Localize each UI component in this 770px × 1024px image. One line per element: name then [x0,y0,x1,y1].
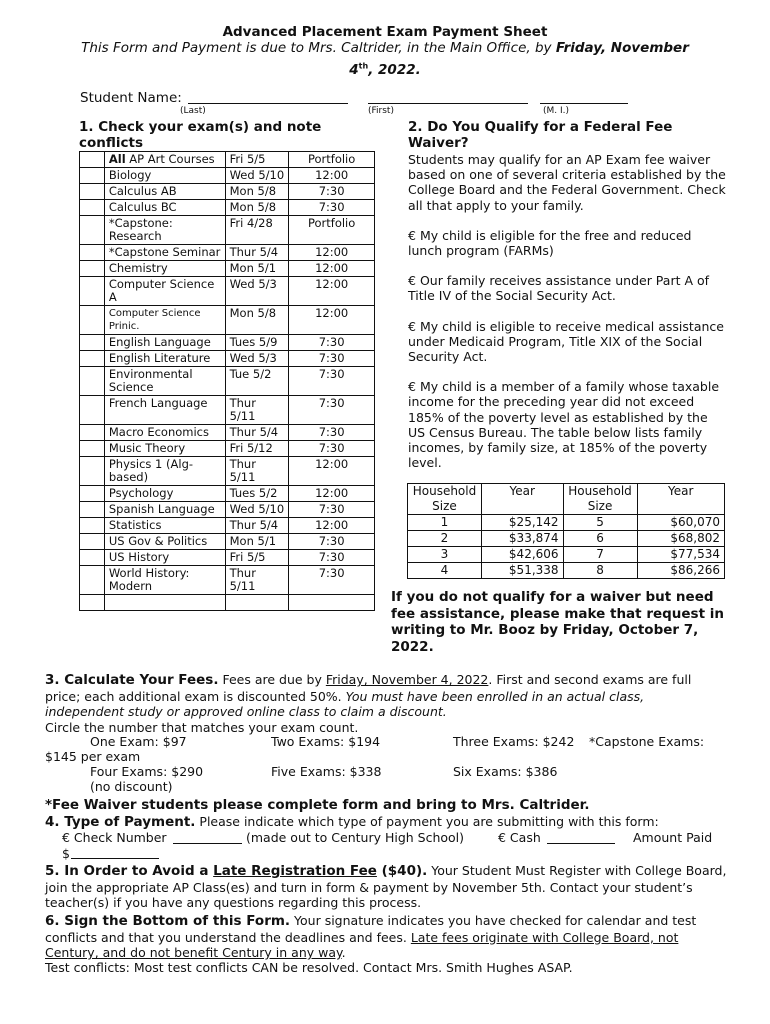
subtitle: This Form and Payment is due to Mrs. Caltrider, in the Main Office, by Friday, November 4th, 2022. [81,40,689,78]
exam-check-cell[interactable] [80,351,105,367]
amount-paid-line[interactable] [71,858,159,859]
exam-name: Environmental Science [104,367,225,396]
exam-name: US History [104,550,225,566]
exam-name: English Language [104,335,225,351]
exam-check-cell[interactable] [80,306,105,335]
exam-time: 12:00 [289,486,375,502]
table-row [80,550,375,566]
exam-check-cell[interactable] [80,216,105,245]
table-row [80,595,375,611]
cash-option[interactable]: € Cash [498,830,541,845]
exam-name: Chemistry [104,261,225,277]
col-header: Household Size [408,484,482,515]
mi-line[interactable] [540,103,628,104]
table-row [80,335,375,351]
table-row [80,184,375,200]
table-row [80,502,375,518]
exam-time: 12:00 [289,277,375,306]
exam-check-cell[interactable] [80,261,105,277]
exam-time: 12:00 [289,306,375,335]
exam-date: Thur 5/11 [225,457,289,486]
waiver-intro: Students may qualify for an AP Exam fee waiver based on one of several criteria established by the College Board and the Federal Government. Check all that apply to your family. [408,152,726,213]
exam-time: 7:30 [289,534,375,550]
checkbox-icon[interactable]: € [408,227,416,243]
table-row [80,534,375,550]
exam-name: Calculus BC [104,200,225,216]
section2-heading: 2. Do You Qualify for a Federal Fee Waiver? [408,119,673,151]
waiver-option[interactable]: € My child is eligible for the free and reduced lunch program (FARMs) [408,227,692,259]
exam-time: 7:30 [289,351,375,367]
exam-name: All AP Art Courses [104,152,225,168]
exam-date: Wed 5/10 [225,168,289,184]
exam-name: *Capstone Seminar [104,245,225,261]
check-option[interactable]: € Check Number [62,830,167,845]
exam-time: 7:30 [289,396,375,425]
exam-date: Mon 5/8 [225,184,289,200]
section6-heading: 6. Sign the Bottom of this Form. [45,913,291,929]
page-title: Advanced Placement Exam Payment Sheet [222,24,548,40]
poverty-table [407,483,725,579]
col-header: Year [481,484,563,515]
table-row [80,457,375,486]
exam-check-cell[interactable] [80,566,105,595]
checkbox-icon[interactable]: € [408,318,416,334]
exam-name: World History: Modern [104,566,225,595]
exam-check-cell[interactable] [80,335,105,351]
table-row [80,168,375,184]
exam-date: Mon 5/1 [225,534,289,550]
section4-heading: 4. Type of Payment. [45,814,196,830]
exam-time: Portfolio [289,152,375,168]
exam-check-cell[interactable] [80,152,105,168]
exam-check-cell[interactable] [80,534,105,550]
first-label: (First) [368,106,394,116]
exam-check-cell[interactable] [80,502,105,518]
checkbox-icon[interactable]: € [408,379,416,395]
exam-date: Thur 5/4 [225,425,289,441]
exam-check-cell[interactable] [80,595,105,611]
income-limit: $60,070 [637,515,724,531]
exam-check-cell[interactable] [80,486,105,502]
table-row [80,261,375,277]
table-row [80,425,375,441]
exam-name: Spanish Language [104,502,225,518]
exam-date [225,595,289,611]
exam-name: Physics 1 (Alg-based) [104,457,225,486]
household-size: 2 [408,531,482,547]
exam-time: 12:00 [289,245,375,261]
exam-check-cell[interactable] [80,168,105,184]
fee-four-note: (no discount) [90,779,173,794]
table-row [80,486,375,502]
waiver-option[interactable]: € My child is a member of a family whose taxable income for the preceding year did not exceed 185% of the poverty level as established by the US Census Bureau. The table below lists family incomes, by family size, at 185% of the poverty level. [408,379,720,471]
exam-check-cell[interactable] [80,518,105,534]
exam-date: Thur 5/11 [225,396,289,425]
exam-date: Wed 5/10 [225,502,289,518]
exam-date: Tue 5/2 [225,367,289,396]
exam-date: Tues 5/2 [225,486,289,502]
table-row [80,245,375,261]
col-header: Year [637,484,724,515]
exam-name: Calculus AB [104,184,225,200]
exam-name: Computer Science A [104,277,225,306]
exam-name: *Capstone: Research [104,216,225,245]
exam-time: 7:30 [289,566,375,595]
exam-date: Wed 5/3 [225,351,289,367]
table-row [80,367,375,396]
table-row [80,152,375,168]
fee-four[interactable]: Four Exams: $290 [90,764,204,779]
section5: 5. In Order to Avoid a Late Registration Fee ($40). Your Student Must Register with College Board, join the appropriate AP Class(es) and turn in form & payment by November 5th. Contact your student’s teacher(s) if you have any questions regarding this process. [45,863,727,910]
household-size: 3 [408,547,482,563]
exam-time [289,595,375,611]
section1-heading: 1. Check your exam(s) and note conflicts [79,119,322,151]
exam-date: Fri 5/5 [225,152,289,168]
exam-table [79,151,375,611]
dollar-sign: $ [62,846,70,861]
exam-time: Portfolio [289,216,375,245]
exam-name: Psychology [104,486,225,502]
exam-name: Statistics [104,518,225,534]
income-limit: $25,142 [481,515,563,531]
fee-one[interactable]: One Exam: $97 [90,734,187,749]
last-name-line[interactable] [188,103,348,104]
exam-name: Music Theory [104,441,225,457]
exam-date: Mon 5/1 [225,261,289,277]
exam-check-cell[interactable] [80,396,105,425]
income-limit: $86,266 [637,563,724,579]
exam-time: 7:30 [289,425,375,441]
income-limit: $42,606 [481,547,563,563]
exam-name [104,595,225,611]
income-limit: $33,874 [481,531,563,547]
exam-time: 12:00 [289,518,375,534]
exam-time: 7:30 [289,335,375,351]
table-row [408,547,725,563]
table-row [80,441,375,457]
exam-time: 7:30 [289,550,375,566]
mi-label: (M. I.) [543,106,570,116]
exam-name: Macro Economics [104,425,225,441]
due-date: Friday, November 4, 2022 [325,672,489,687]
col-header: Household Size [563,484,637,515]
exam-time: 7:30 [289,184,375,200]
exam-time: 12:00 [289,457,375,486]
fee-five[interactable]: Five Exams: $338 [271,764,382,779]
exam-check-cell[interactable] [80,457,105,486]
exam-check-cell[interactable] [80,441,105,457]
section6: 6. Sign the Bottom of this Form. Your signature indicates you have checked for calendar and test conflicts and that you understand the deadlines and fees. Late fees originate with College Board, not Century, and do not benefit Century in any way. [45,913,697,960]
income-limit: $77,534 [637,547,724,563]
section5-heading: 5. In Order to Avoid a Late Registration Fee ($40). [45,863,428,879]
exam-date: Wed 5/3 [225,277,289,306]
exam-date: Mon 5/8 [225,200,289,216]
exam-time: 12:00 [289,261,375,277]
checkbox-icon[interactable]: € [408,273,416,289]
cash-line[interactable] [547,843,615,844]
exam-check-cell[interactable] [80,367,105,396]
exam-time: 7:30 [289,367,375,396]
table-row [80,200,375,216]
fee-three[interactable]: Three Exams: $242 [453,734,575,749]
section3-heading: 3. Calculate Your Fees. [45,672,219,688]
section3: 3. Calculate Your Fees. Fees are due by Friday, November 4, 2022. First and second exams are full price; each additional exam is discounted 50%. You must have been enrolled in an actual class, independent study or approved online class to claim a discount. Circle the number that matches your exam count. [45,672,725,735]
table-row [408,563,725,579]
exam-date: Fri 5/12 [225,441,289,457]
amount-paid-label: Amount Paid [633,830,713,845]
circle-instruction: Circle the number that matches your exam count. [45,719,359,735]
income-limit: $68,802 [637,531,724,547]
table-row [80,216,375,245]
table-row [80,351,375,367]
fee-capstone[interactable]: *Capstone Exams: [589,734,705,749]
exam-date: Thur 5/4 [225,245,289,261]
student-name-label: Student Name: [80,90,182,106]
exam-check-cell[interactable] [80,277,105,306]
exam-date: Fri 5/5 [225,550,289,566]
table-row [408,515,725,531]
exam-time: 7:30 [289,502,375,518]
check-number-line[interactable] [173,843,242,844]
household-size: 5 [563,515,637,531]
table-row [80,566,375,595]
exam-name: US Gov & Politics [104,534,225,550]
exam-check-cell[interactable] [80,245,105,261]
waiver-option[interactable]: € My child is eligible to receive medical assistance under Medicaid Program, Title XIX of the Social Security Act. [408,318,724,365]
table-row [80,396,375,425]
table-row [408,531,725,547]
exam-name: Computer Science Prinic. [104,306,225,335]
exam-name: English Literature [104,351,225,367]
exam-check-cell[interactable] [80,200,105,216]
exam-time: 7:30 [289,200,375,216]
income-limit: $51,338 [481,563,563,579]
first-name-line[interactable] [368,103,528,104]
exam-name: Biology [104,168,225,184]
waiver-option[interactable]: € Our family receives assistance under Part A of Title IV of the Social Security Act. [408,273,710,304]
exam-time: 12:00 [289,168,375,184]
household-size: 7 [563,547,637,563]
exam-date: Thur 5/11 [225,566,289,595]
fee-waiver-note: *Fee Waiver students please complete form and bring to Mrs. Caltrider. [45,797,590,813]
exam-name: French Language [104,396,225,425]
fee-assistance-note: If you do not qualify for a waiver but need fee assistance, please make that request in writing to Mr. Booz by Friday, October 7, 2022. [391,589,724,655]
fee-capstone-price: $145 per exam [45,749,141,764]
table-row [80,518,375,534]
exam-time: 7:30 [289,441,375,457]
table-row [80,306,375,335]
exam-check-cell[interactable] [80,550,105,566]
household-size: 6 [563,531,637,547]
table-row [80,277,375,306]
section4: 4. Type of Payment. Please indicate which type of payment you are submitting with this form: [45,814,659,830]
household-size: 8 [563,563,637,579]
fee-six[interactable]: Six Exams: $386 [453,764,558,779]
exam-check-cell[interactable] [80,184,105,200]
fee-two[interactable]: Two Exams: $194 [271,734,381,749]
exam-check-cell[interactable] [80,425,105,441]
exam-date: Thur 5/4 [225,518,289,534]
exam-date: Tues 5/9 [225,335,289,351]
last-label: (Last) [180,106,206,116]
household-size: 1 [408,515,482,531]
made-out-note: (made out to Century High School) [246,830,465,845]
exam-date: Fri 4/28 [225,216,289,245]
header [40,24,730,79]
exam-date: Mon 5/8 [225,306,289,335]
household-size: 4 [408,563,482,579]
fee-waiver-options [408,152,728,470]
test-conflicts-note: Test conflicts: Most test conflicts CAN be resolved. Contact Mrs. Smith Hughes ASAP. [45,960,573,975]
